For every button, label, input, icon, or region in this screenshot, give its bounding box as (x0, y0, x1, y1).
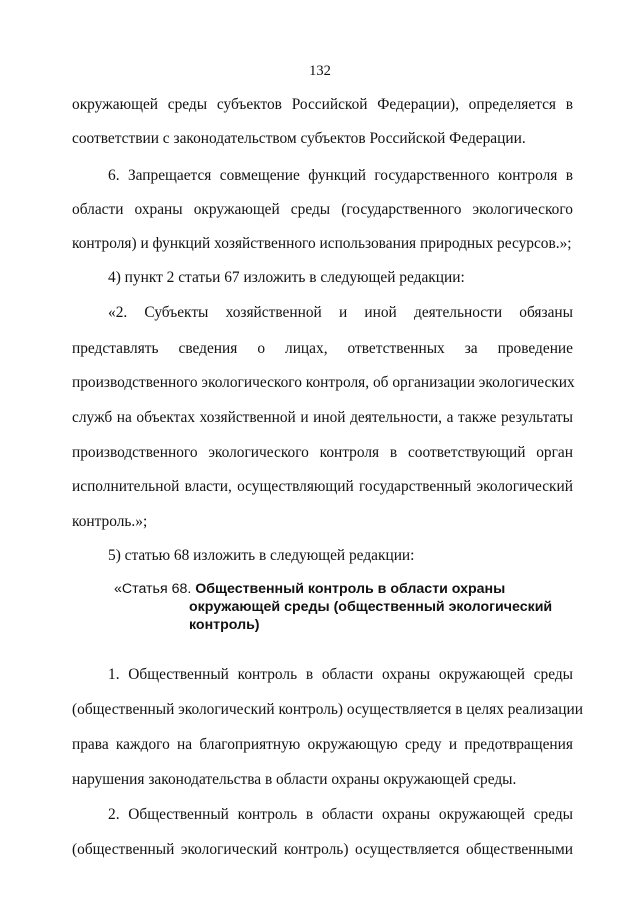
article-heading (114, 580, 505, 598)
text-line: области охраны окружающей среды (государственного экологического (72, 201, 573, 218)
text-line: 1. Общественный контроль в области охраны окружающей среды (108, 666, 573, 683)
text-line: 6. Запрещается совмещение функций государственного контроля в (108, 167, 573, 184)
article-title-line-2: окружающей среды (общественный экологический (189, 599, 553, 615)
text-line: 4) пункт 2 статьи 67 изложить в следующей редакции: (108, 269, 465, 286)
text-line: контроль.»; (72, 513, 148, 530)
text-line: 2. Общественный контроль в области охраны окружающей среды (108, 806, 573, 823)
text-line: нарушения законодательства в области охраны окружающей среды. (72, 771, 517, 788)
text-line: «2. Субъекты хозяйственной и иной деятельности обязаны (108, 304, 573, 321)
text-line: (общественный экологический контроль) осуществляется общественными (72, 841, 573, 858)
text-line: контроля) и функций хозяйственного использования природных ресурсов.»; (72, 235, 572, 252)
article-title-line-1: Общественный контроль в области охраны (195, 581, 506, 597)
text-line: служб на объектах хозяйственной и иной деятельности, а также результаты (72, 409, 573, 426)
text-line: представлять сведения о лицах, ответственных за проведение (72, 340, 573, 357)
text-line: (общественный экологический контроль) осуществляется в целях реализации (72, 701, 583, 718)
page-number: 132 (309, 63, 331, 79)
text-line: права каждого на благоприятную окружающую среду и предотвращения (72, 736, 573, 753)
text-line: исполнительной власти, осуществляющий государственный экологический (72, 478, 573, 495)
text-line: окружающей среды субъектов Российской Федерации), определяется в (72, 96, 573, 113)
text-line: производственного экологического контроля, об организации экологических (72, 374, 575, 391)
text-line: 5) статью 68 изложить в следующей редакции: (108, 547, 415, 564)
article-title-line-3: контроль) (189, 617, 260, 633)
text-line: производственного экологического контроля в соответствующий орган (72, 444, 573, 461)
text-line: соответствии с законодательством субъектов Российской Федерации. (72, 130, 526, 147)
article-number: «Статья 68. (114, 581, 192, 597)
